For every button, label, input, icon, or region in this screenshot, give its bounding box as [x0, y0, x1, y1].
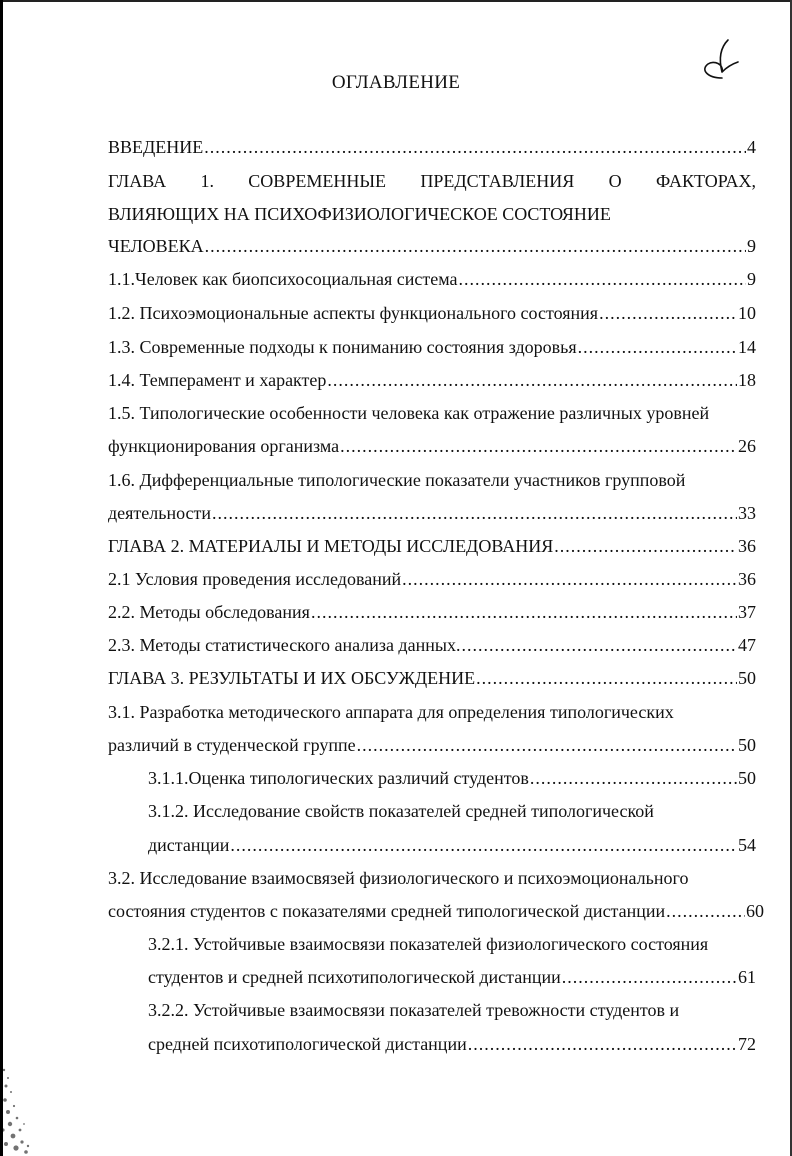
toc-page-number: 18	[738, 370, 756, 390]
toc-entry-2-2	[108, 601, 756, 625]
toc-entry-text: функционирования организма	[108, 436, 340, 456]
toc-entry-3-1-1	[148, 767, 756, 791]
toc-entry-1-2	[108, 302, 756, 326]
leader-dots	[327, 369, 737, 391]
toc-page-number: 4	[747, 137, 756, 157]
leader-dots	[311, 601, 737, 623]
leader-dots	[578, 336, 737, 358]
toc-entry-introduction	[108, 136, 756, 160]
toc-page-number: 33	[738, 503, 756, 523]
leader-dots	[357, 734, 737, 756]
toc-entry-text: различий в студенческой группе	[108, 735, 356, 755]
toc-page-number: 37	[738, 602, 756, 622]
leader-dots	[562, 966, 737, 988]
leader-dots	[599, 302, 737, 324]
toc-entry-1-5-line1: 1.5. Типологические особенности человека как отражение различных уровней	[108, 403, 710, 423]
toc-entry-text: 1.1.Человек как биопсихосоциальная система	[108, 269, 458, 289]
toc-entry-1-3	[108, 336, 756, 360]
leader-dots	[205, 235, 746, 257]
toc-page-number: 9	[747, 236, 756, 256]
leader-dots	[340, 435, 737, 457]
toc-entry-text: ВВЕДЕНИЕ	[108, 137, 204, 157]
toc-entry-3-1-2-line1: 3.1.2. Исследование свойств показателей средней типологической	[148, 801, 654, 821]
toc-entry-text: состояния студентов с показателями средней типологической дистанции	[108, 901, 666, 921]
toc-entry-1-6-last	[108, 502, 756, 526]
toc-entry-text: 3.1.1.Оценка типологических различий студентов	[148, 768, 529, 788]
toc-page-number: 26	[738, 436, 756, 456]
toc-entry-text: ГЛАВА 3. РЕЗУЛЬТАТЫ И ИХ ОБСУЖДЕНИЕ	[108, 668, 476, 688]
toc-entry-3-1-2-last	[148, 834, 756, 858]
toc-page-number: 72	[738, 1034, 756, 1054]
toc-entry-3-1-line1: 3.1. Разработка методического аппарата для определения типологических	[108, 702, 674, 722]
leader-dots	[476, 667, 737, 689]
toc-page-number: 61	[738, 967, 756, 987]
toc-page-number: 50	[738, 768, 756, 788]
toc-entry-1-5-last	[108, 435, 756, 459]
toc-entry-text: 1.4. Темперамент и характер	[108, 370, 327, 390]
toc-entry-3-2-line1: 3.2. Исследование взаимосвязей физиологического и психоэмоционального	[108, 868, 689, 888]
toc-page-number: 47	[738, 635, 756, 655]
toc-entry-text: студентов и средней психотипологической дистанции	[148, 967, 561, 987]
toc-page-number: 9	[747, 269, 756, 289]
toc-entry-text: ЧЕЛОВЕКА	[108, 236, 204, 256]
toc-entry-1-4	[108, 369, 756, 393]
toc-entry-text: 2.3. Методы статистического анализа данных.	[108, 635, 461, 655]
leader-dots	[554, 535, 737, 557]
leader-dots	[459, 268, 746, 290]
toc-entry-2-1	[108, 568, 756, 592]
toc-page-number: 50	[738, 668, 756, 688]
toc-page-number: 36	[738, 536, 756, 556]
toc-page-number: 54	[738, 835, 756, 855]
leader-dots	[212, 502, 737, 524]
toc-entry-chapter3	[108, 667, 756, 691]
toc-entry-chapter1-line1: ГЛАВА 1. СОВРЕМЕННЫЕ ПРЕДСТАВЛЕНИЯ О ФАКТОРАХ,	[108, 171, 756, 191]
leader-dots	[402, 568, 737, 590]
toc-entry-1-6-line1: 1.6. Дифференциальные типологические показатели участников групповой	[108, 470, 686, 490]
toc-entry-3-2-1-line1: 3.2.1. Устойчивые взаимосвязи показателей физиологического состояния	[148, 934, 709, 954]
toc-entry-2-3	[108, 634, 756, 658]
toc-entry-3-2-2-line1: 3.2.2. Устойчивые взаимосвязи показателей тревожности студентов и	[148, 1000, 680, 1020]
toc-entry-text: деятельности	[108, 503, 212, 523]
toc-entry-3-2-2-last	[148, 1033, 756, 1057]
toc-entry-chapter1-last	[108, 235, 756, 259]
toc-entry-1-1	[108, 268, 756, 292]
toc-entry-3-2-1-last	[148, 966, 756, 990]
toc-entry-chapter1-line2: ВЛИЯЮЩИХ НА ПСИХОФИЗИОЛОГИЧЕСКОЕ СОСТОЯНИЕ	[108, 204, 611, 224]
toc-entry-text: 2.2. Методы обследования	[108, 602, 310, 622]
page-title: ОГЛАВЛЕНИЕ	[331, 72, 461, 93]
leader-dots	[666, 900, 745, 922]
leader-dots	[468, 1033, 737, 1055]
toc-page-number: 36	[738, 569, 756, 589]
toc-page-number: 50	[738, 735, 756, 755]
toc-entry-text: средней психотипологической дистанции	[148, 1034, 467, 1054]
toc-page-number: 10	[738, 303, 756, 323]
toc-page-number: 14	[738, 337, 756, 357]
toc-entry-text: ГЛАВА 2. МАТЕРИАЛЫ И МЕТОДЫ ИССЛЕДОВАНИЯ	[108, 536, 554, 556]
toc-entry-chapter2	[108, 535, 756, 559]
leader-dots	[230, 834, 737, 856]
toc-entry-text: 1.2. Психоэмоциональные аспекты функционального состояния	[108, 303, 599, 323]
toc-entry-3-2-last	[108, 900, 764, 924]
leader-dots	[461, 634, 737, 656]
toc-entry-text: дистанции	[148, 835, 230, 855]
toc-page-number: 60	[746, 901, 764, 921]
toc-entry-text: 2.1 Условия проведения исследований	[108, 569, 402, 589]
leader-dots	[204, 136, 746, 158]
leader-dots	[530, 767, 737, 789]
toc-entry-text: 1.3. Современные подходы к пониманию состояния здоровья	[108, 337, 577, 357]
toc-entry-3-1-last	[108, 734, 756, 758]
